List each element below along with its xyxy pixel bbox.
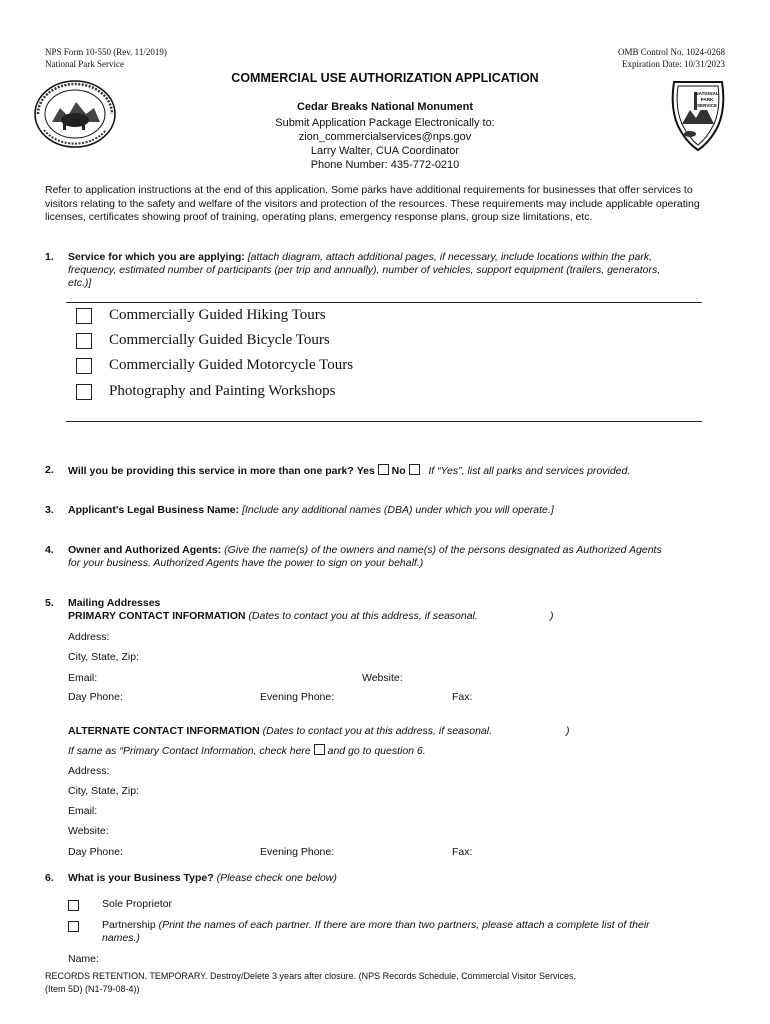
q3-label: Applicant's Legal Business Name: bbox=[68, 504, 240, 516]
alternate-close-paren: ) bbox=[566, 725, 570, 737]
alternate-email-label[interactable]: Email: bbox=[68, 805, 98, 817]
park-name: Cedar Breaks National Monument bbox=[296, 101, 474, 113]
q2-no-checkbox[interactable] bbox=[409, 464, 420, 475]
primary-website-label[interactable]: Website: bbox=[362, 672, 403, 684]
primary-city-label[interactable]: City, State, Zip: bbox=[68, 651, 139, 663]
alternate-fax-label[interactable]: Fax: bbox=[452, 846, 473, 858]
alternate-contact-label: ALTERNATE CONTACT INFORMATION bbox=[68, 725, 260, 737]
partnership-hint-1: (Print the names of each partner. If there are more than two partners, please attach a complete list of their bbox=[158, 919, 650, 931]
q5-number: 5. bbox=[45, 597, 54, 609]
q6-number: 6. bbox=[45, 872, 54, 884]
service-label-motorcycle: Commercially Guided Motorcycle Tours bbox=[109, 357, 354, 373]
alternate-day-phone-label[interactable]: Day Phone: bbox=[68, 846, 123, 858]
same-as-primary-checkbox[interactable] bbox=[314, 744, 325, 755]
q1-hint-3: etc.)] bbox=[68, 277, 92, 289]
q2-hint: If “Yes”, list all parks and services provided. bbox=[428, 465, 631, 477]
q1-number: 1. bbox=[45, 251, 54, 263]
service-checkbox-motorcycle[interactable] bbox=[76, 358, 92, 374]
alternate-address-label[interactable]: Address: bbox=[68, 765, 110, 777]
alternate-contact-hint: (Dates to contact you at this address, if seasonal. bbox=[262, 725, 492, 737]
sole-proprietor-label: Sole Proprietor bbox=[102, 898, 173, 910]
q1-label: Service for which you are applying: bbox=[68, 251, 245, 263]
service-checkbox-photography[interactable] bbox=[76, 384, 92, 400]
q3-hint: [Include any additional names (DBA) under which you will operate.] bbox=[242, 504, 554, 516]
q3-number: 3. bbox=[45, 504, 54, 516]
q1-top-rule bbox=[66, 302, 702, 303]
primary-fax-label[interactable]: Fax: bbox=[452, 691, 473, 703]
sole-proprietor-checkbox[interactable] bbox=[68, 900, 79, 911]
alternate-evening-phone-label[interactable]: Evening Phone: bbox=[260, 846, 335, 858]
records-retention-line-2: (Item 5D) (N1-79-08-4)) bbox=[45, 984, 140, 994]
agency-name: National Park Service bbox=[45, 59, 124, 69]
q2-yes-label: Yes bbox=[356, 465, 375, 477]
primary-address-label[interactable]: Address: bbox=[68, 631, 110, 643]
q1-bottom-rule bbox=[66, 421, 702, 422]
q4-hint-2: for your business. Authorized Agents have the power to sign on your behalf.) bbox=[68, 557, 424, 569]
q2-label: Will you be providing this service in more than one park? bbox=[68, 465, 354, 477]
q4-number: 4. bbox=[45, 544, 54, 556]
service-label-bicycle: Commercially Guided Bicycle Tours bbox=[109, 332, 330, 348]
q6-label: What is your Business Type? bbox=[68, 872, 214, 884]
form-title: COMMERCIAL USE AUTHORIZATION APPLICATION bbox=[231, 71, 539, 85]
q5-label: Mailing Addresses bbox=[68, 597, 161, 609]
service-label-photography: Photography and Painting Workshops bbox=[109, 383, 336, 399]
q2-yes-checkbox[interactable] bbox=[378, 464, 389, 475]
q4-label: Owner and Authorized Agents: bbox=[68, 544, 222, 556]
alternate-website-label[interactable]: Website: bbox=[68, 825, 109, 837]
coordinator-name: Larry Walter, CUA Coordinator bbox=[310, 145, 460, 157]
records-retention-line-1: RECORDS RETENTION. TEMPORARY. Destroy/Delete 3 years after closure. (NPS Records Schedule, Commercial Visitor Services, bbox=[45, 971, 576, 981]
intro-paragraph: Refer to application instructions at the end of this application. Some parks have additional requirements for businesses that offer services to visitors relating to the safety and welfare of the visitors and protection of the resources. These requirements may include applicable operating licenses, certificates showing proof of training, operating plans, emergency response plans, group size limitations, etc. bbox=[45, 184, 700, 223]
service-checkbox-hiking[interactable] bbox=[76, 308, 92, 324]
q2-number: 2. bbox=[45, 464, 54, 476]
omb-control: OMB Control No. 1024-0268 bbox=[617, 47, 725, 57]
submit-email: zion_commercialservices@nps.gov bbox=[298, 131, 472, 143]
svg-text:SERVICE: SERVICE bbox=[696, 103, 718, 108]
primary-email-label[interactable]: Email: bbox=[68, 672, 98, 684]
primary-day-phone-label[interactable]: Day Phone: bbox=[68, 691, 123, 703]
primary-evening-phone-label[interactable]: Evening Phone: bbox=[260, 691, 335, 703]
alternate-city-label[interactable]: City, State, Zip: bbox=[68, 785, 139, 797]
partnership-checkbox[interactable] bbox=[68, 921, 79, 932]
q4-hint-1: (Give the name(s) of the owners and name(s) of the persons designated as Authorized Agents bbox=[224, 544, 662, 556]
same-as-primary-text: If same as “Primary Contact Information, check here bbox=[68, 745, 311, 757]
service-checkbox-bicycle[interactable] bbox=[76, 333, 92, 349]
partnership-hint-2: names.) bbox=[102, 932, 140, 944]
q6-hint: (Please check one below) bbox=[216, 872, 337, 884]
svg-text:PARK: PARK bbox=[700, 97, 714, 102]
coordinator-phone: Phone Number: 435-772-0210 bbox=[310, 159, 460, 171]
expiration-date: Expiration Date: 10/31/2023 bbox=[622, 59, 725, 69]
same-as-primary-text-2: and go to question 6. bbox=[327, 745, 426, 757]
q2-no-label: No bbox=[391, 465, 406, 477]
service-label-hiking: Commercially Guided Hiking Tours bbox=[109, 307, 326, 323]
primary-close-paren: ) bbox=[550, 610, 554, 622]
primary-contact-label: PRIMARY CONTACT INFORMATION bbox=[68, 610, 246, 622]
partner-name-label[interactable]: Name: bbox=[68, 953, 99, 965]
form-number: NPS Form 10-550 (Rev. 11/2019) bbox=[45, 47, 167, 57]
partnership-label: Partnership bbox=[102, 919, 156, 931]
q1-hint-2: frequency, estimated number of participants (per trip and annually), number of vehicles, support equipment (trailers, generators, bbox=[68, 264, 661, 276]
primary-contact-hint: (Dates to contact you at this address, if seasonal. bbox=[248, 610, 478, 622]
q1-hint-1: [attach diagram, attach additional pages, if necessary, include locations within the park, bbox=[247, 251, 653, 263]
submit-instructions: Submit Application Package Electronically to: bbox=[275, 117, 495, 129]
svg-text:NATIONAL: NATIONAL bbox=[695, 91, 719, 96]
